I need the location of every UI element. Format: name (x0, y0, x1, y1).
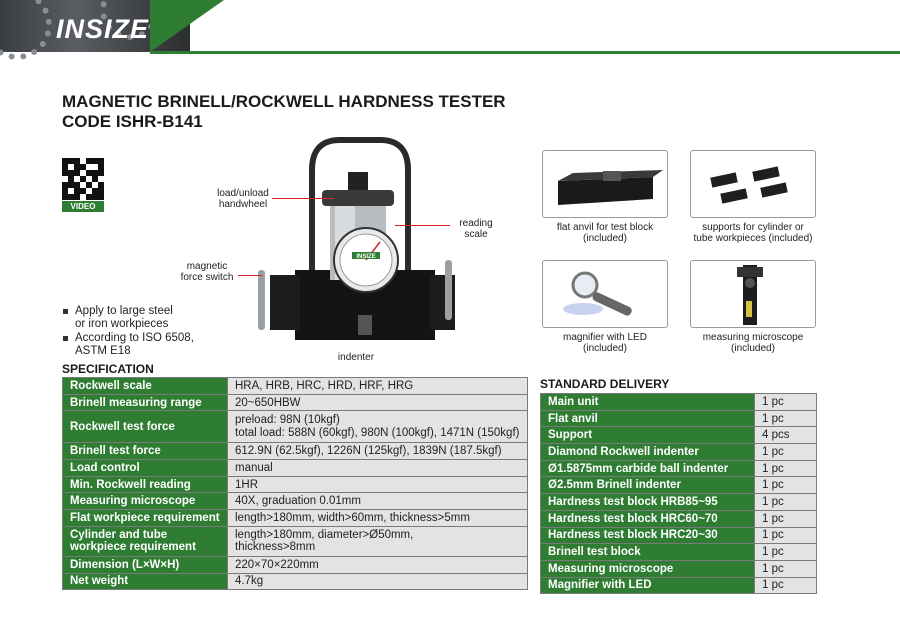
delivery-qty: 1 pc (755, 460, 817, 477)
delivery-qty: 1 pc (755, 494, 817, 511)
accessory-supports-caption (678, 222, 828, 244)
spec-label: Rockwell test force (63, 411, 228, 443)
spec-label-line: workpiece requirement (70, 541, 196, 554)
accessory-caption-text: supports for cylinder or (702, 222, 804, 233)
table-row (541, 444, 817, 461)
delivery-item: Hardness test block HRC60~70 (541, 510, 755, 527)
spec-value: 220×70×220mm (228, 556, 528, 573)
spec-label: Measuring microscope (63, 493, 228, 510)
table-row (541, 427, 817, 444)
accessory-flat-anvil-caption (530, 222, 680, 244)
delivery-qty: 1 pc (755, 410, 817, 427)
accessory-caption-text: flat anvil for test block (556, 222, 654, 233)
dial-brand-label: INSIZE (356, 254, 376, 260)
magnifier-icon (543, 261, 668, 328)
delivery-qty: 1 pc (755, 527, 817, 544)
product-name: MAGNETIC BRINELL/ROCKWELL HARDNESS TESTER (62, 92, 506, 111)
table-row (63, 460, 528, 477)
feature-text: According to ISO 6508, (75, 332, 194, 344)
table-row (63, 443, 528, 460)
feature-list (62, 305, 194, 359)
delivery-qty: 1 pc (755, 560, 817, 577)
delivery-item: Magnifier with LED (541, 577, 755, 594)
microscope-icon (691, 261, 816, 328)
table-row (541, 577, 817, 594)
spec-value-line: preload: 98N (10kgf) (235, 414, 340, 427)
delivery-item: Ø2.5mm Brinell indenter (541, 477, 755, 494)
brand-logo (56, 14, 149, 45)
spec-value: length>180mm, width>60mm, thickness>5mm (228, 510, 528, 527)
spec-label: Net weight (63, 573, 228, 590)
accessory-flat-anvil-image (542, 150, 668, 218)
spec-value-line: thickness>8mm (235, 541, 316, 554)
table-row (63, 526, 528, 556)
callout-handwheel (208, 188, 278, 210)
spec-value: 4.7kg (228, 573, 528, 590)
spec-label-line: Cylinder and tube (70, 528, 168, 541)
spec-label (63, 526, 228, 556)
callout-text: load/unload (217, 188, 269, 199)
accessory-caption-text: measuring microscope (702, 332, 804, 343)
table-row (541, 494, 817, 511)
accessory-caption-text: (included) (583, 343, 627, 354)
delivery-item: Measuring microscope (541, 560, 755, 577)
spec-label: Flat workpiece requirement (63, 510, 228, 527)
banner-green-wedge (150, 0, 224, 52)
feature-item (62, 332, 194, 358)
feature-text: or iron workpieces (75, 318, 169, 330)
hardness-tester-illustration (240, 130, 470, 355)
video-badge[interactable]: VIDEO (62, 201, 104, 212)
feature-text: ASTM E18 (75, 345, 131, 357)
delivery-item: Support (541, 427, 755, 444)
page-title (62, 92, 506, 132)
delivery-qty: 1 pc (755, 577, 817, 594)
table-row (63, 476, 528, 493)
banner-divider (150, 51, 900, 54)
spec-value (228, 411, 528, 443)
delivery-qty: 1 pc (755, 477, 817, 494)
spec-value: 20~650HBW (228, 394, 528, 411)
accessory-caption-text: (included) (583, 233, 627, 244)
spec-value: 612.9N (62.5kgf), 1226N (125kgf), 1839N (187.5kgf) (228, 443, 528, 460)
callout-indenter: indenter (337, 352, 375, 363)
spec-label: Rockwell scale (63, 378, 228, 395)
delivery-item: Main unit (541, 394, 755, 411)
delivery-item: Hardness test block HRB85~95 (541, 494, 755, 511)
table-row (541, 560, 817, 577)
table-row (63, 411, 528, 443)
callout-line (272, 198, 334, 199)
spec-value: 40X, graduation 0.01mm (228, 493, 528, 510)
spec-label: Brinell measuring range (63, 394, 228, 411)
callout-text: magnetic (186, 261, 228, 272)
header-banner (0, 0, 900, 56)
callout-magnetic-switch (172, 261, 242, 283)
delivery-qty: 1 pc (755, 510, 817, 527)
callout-line (395, 225, 450, 226)
table-row (541, 410, 817, 427)
spec-value: manual (228, 460, 528, 477)
table-row (63, 573, 528, 590)
spec-label: Dimension (L×W×H) (63, 556, 228, 573)
feature-text: Apply to large steel (75, 305, 173, 317)
spec-value: HRA, HRB, HRC, HRD, HRF, HRG (228, 378, 528, 395)
specification-table (62, 377, 528, 590)
accessory-microscope-caption (678, 332, 828, 354)
accessory-caption-text: magnifier with LED (563, 332, 647, 343)
delivery-item: Brinell test block (541, 544, 755, 561)
delivery-qty: 4 pcs (755, 427, 817, 444)
delivery-item: Diamond Rockwell indenter (541, 444, 755, 461)
table-row (63, 493, 528, 510)
table-row (541, 394, 817, 411)
brand-logo-text: INSIZE (56, 14, 150, 44)
accessory-caption-text: tube workpieces (included) (693, 233, 813, 244)
callout-text: handwheel (218, 199, 268, 210)
specification-heading: SPECIFICATION (62, 362, 154, 376)
accessory-magnifier-image (542, 260, 668, 328)
delivery-item: Hardness test block HRC20~30 (541, 527, 755, 544)
callout-text: reading (459, 218, 493, 229)
callout-reading-scale (448, 218, 504, 240)
table-row (541, 460, 817, 477)
table-row (63, 378, 528, 395)
callout-text: scale (464, 229, 488, 240)
spec-value: 1HR (228, 476, 528, 493)
table-row (63, 394, 528, 411)
spec-value-line: length>180mm, diameter>Ø50mm, (235, 528, 414, 541)
accessory-microscope-image (690, 260, 816, 328)
table-row (63, 556, 528, 573)
qr-code-icon[interactable] (62, 158, 104, 200)
table-row (541, 477, 817, 494)
standard-delivery-table (540, 393, 817, 594)
table-row (541, 510, 817, 527)
delivery-qty: 1 pc (755, 544, 817, 561)
callout-text: force switch (180, 272, 234, 283)
table-row (541, 527, 817, 544)
supports-icon (691, 151, 816, 218)
delivery-item: Ø1.5875mm carbide ball indenter (541, 460, 755, 477)
gear-icon (0, 0, 52, 60)
delivery-qty: 1 pc (755, 444, 817, 461)
accessory-caption-text: (included) (731, 343, 775, 354)
table-row (63, 510, 528, 527)
flat-anvil-icon (543, 151, 668, 218)
feature-item (62, 305, 194, 331)
table-row (541, 544, 817, 561)
spec-label: Min. Rockwell reading (63, 476, 228, 493)
spec-value-line: total load: 588N (60kgf), 980N (100kgf), 1471N (150kgf) (235, 426, 520, 439)
callout-line (238, 275, 263, 276)
product-code: CODE ISHR-B141 (62, 112, 203, 131)
delivery-qty: 1 pc (755, 394, 817, 411)
spec-label: Brinell test force (63, 443, 228, 460)
spec-label: Load control (63, 460, 228, 477)
accessory-magnifier-caption (530, 332, 680, 354)
spec-value (228, 526, 528, 556)
delivery-item: Flat anvil (541, 410, 755, 427)
accessory-supports-image (690, 150, 816, 218)
standard-delivery-heading: STANDARD DELIVERY (540, 377, 670, 391)
